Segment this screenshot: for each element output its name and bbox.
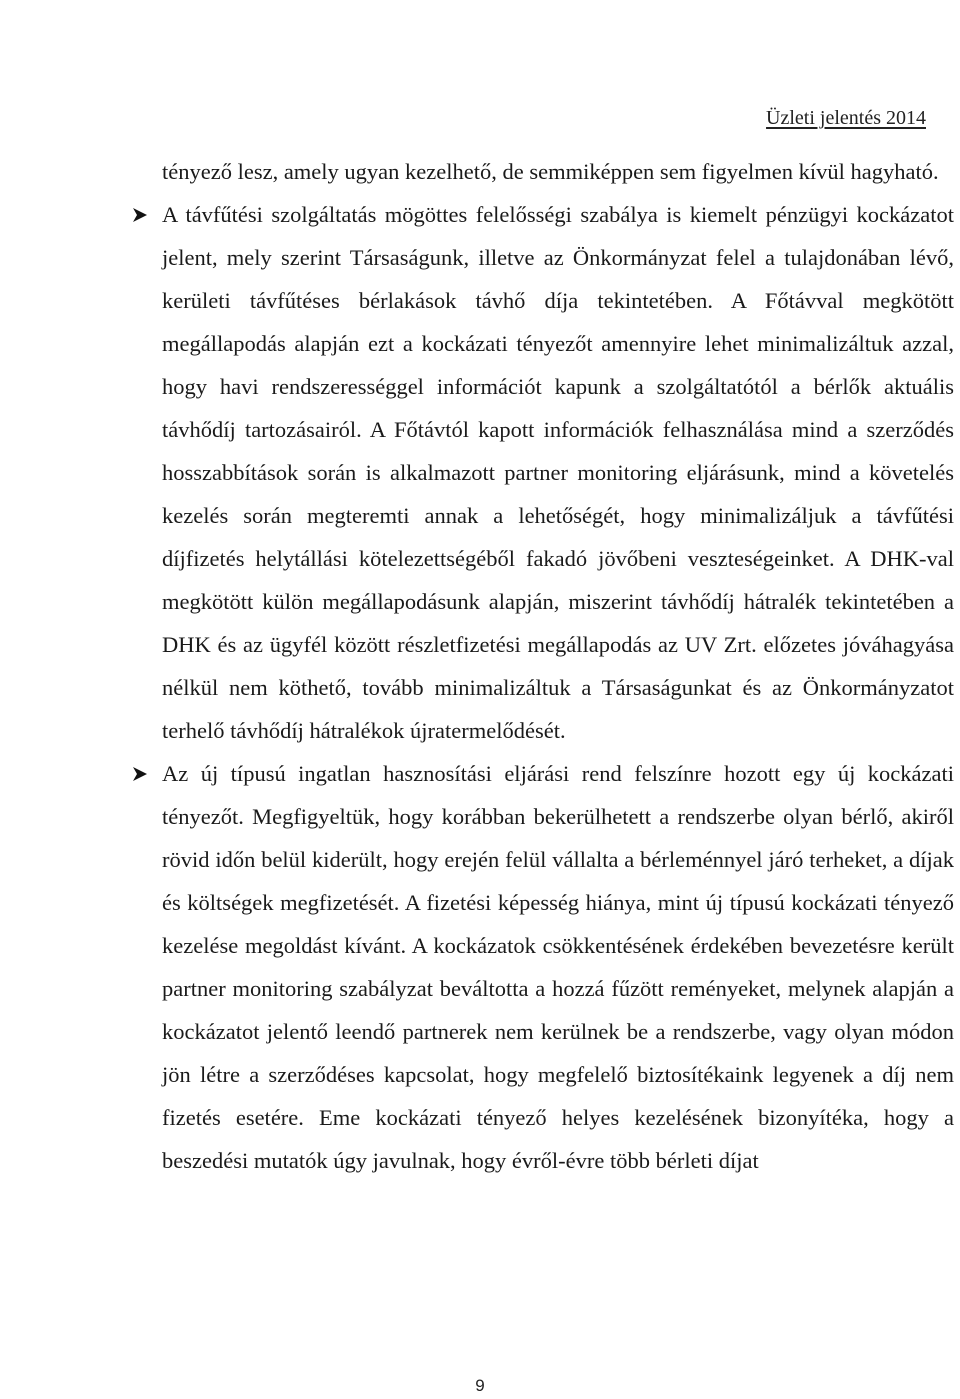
paragraph-continuation <box>162 150 954 193</box>
arrow-bullet-icon <box>132 193 152 236</box>
page-header-title: Üzleti jelentés 2014 <box>766 107 926 129</box>
paragraph-text: tényező lesz, amely ugyan kezelhető, de semmiképpen sem figyelmen kívül hagyható. <box>162 159 939 184</box>
bullet-item-district-heating <box>162 193 954 752</box>
page-number: 9 <box>475 1376 485 1395</box>
paragraph-text: A távfűtési szolgáltatás mögöttes felelősségi szabálya is kiemelt pénzügyi kockázatot jelent, mely szerint Társaságunk, illetve az Önkormányzat felel a tulajdonában lévő, kerületi távfűtéses bérlakások távhő díja tekintetében. A Főtávval megkötött megállapodás alapján ezt a kockázati tényezőt amennyire lehet minimalizáltuk azzal, hogy havi rendszerességgel információt kapunk a szolgáltatótól a bérlők aktuális távhődíj tartozásairól. A Főtávtól kapott információk felhasználása mind a szerződés hosszabbítások során is alkalmazott partner monitoring eljárásunk, mind a követelés kezelés során megteremti annak a lehetőségét, hogy minimalizáljuk a távfűtési díjfizetés helytállási kötelezettségéből fakadó jövőbeni veszteségeinket. A DHK-val megkötött külön megállapodásunk alapján, miszerint távhődíj hátralék tekintetében a DHK és az ügyfél között részletfizetési megállapodás az UV Zrt. előzetes jóváhagyása nélkül nem köthető, tovább minimalizáltuk a Társaságunkat és az Önkormányzatot terhelő távhődíj hátralékok újratermelődését. <box>162 202 954 743</box>
document-body <box>162 150 954 1182</box>
paragraph-text: Az új típusú ingatlan hasznosítási eljárási rend felszínre hozott egy új kockázati tényezőt. Megfigyeltük, hogy korábban bekerülhetett a rendszerbe olyan bérlő, akiről rövid időn belül kiderült, hogy erején felül vállalta a bérleménnyel járó terheket, a díjak és költségek megfizetését. A fizetési képesség hiánya, mint új típusú kockázati tényező kezelése megoldást kívánt. A kockázatok csökkentésének érdekében bevezetésre került partner monitoring szabályzat beváltotta a hozzá fűzött reményeket, melynek alapján a kockázatot jelentő leendő partnerek nem kerülnek be a rendszerbe, vagy olyan módon jön létre a szerződéses kapcsolat, hogy megfelelő biztosítékaink legyenek a díj nem fizetés esetére. Eme kockázati tényező helyes kezelésének bizonyítéka, hogy a beszedési mutatók úgy javulnak, hogy évről-évre több bérleti díjat <box>162 761 954 1173</box>
bullet-item-property-utilization <box>162 752 954 1182</box>
arrow-bullet-icon <box>132 752 152 795</box>
